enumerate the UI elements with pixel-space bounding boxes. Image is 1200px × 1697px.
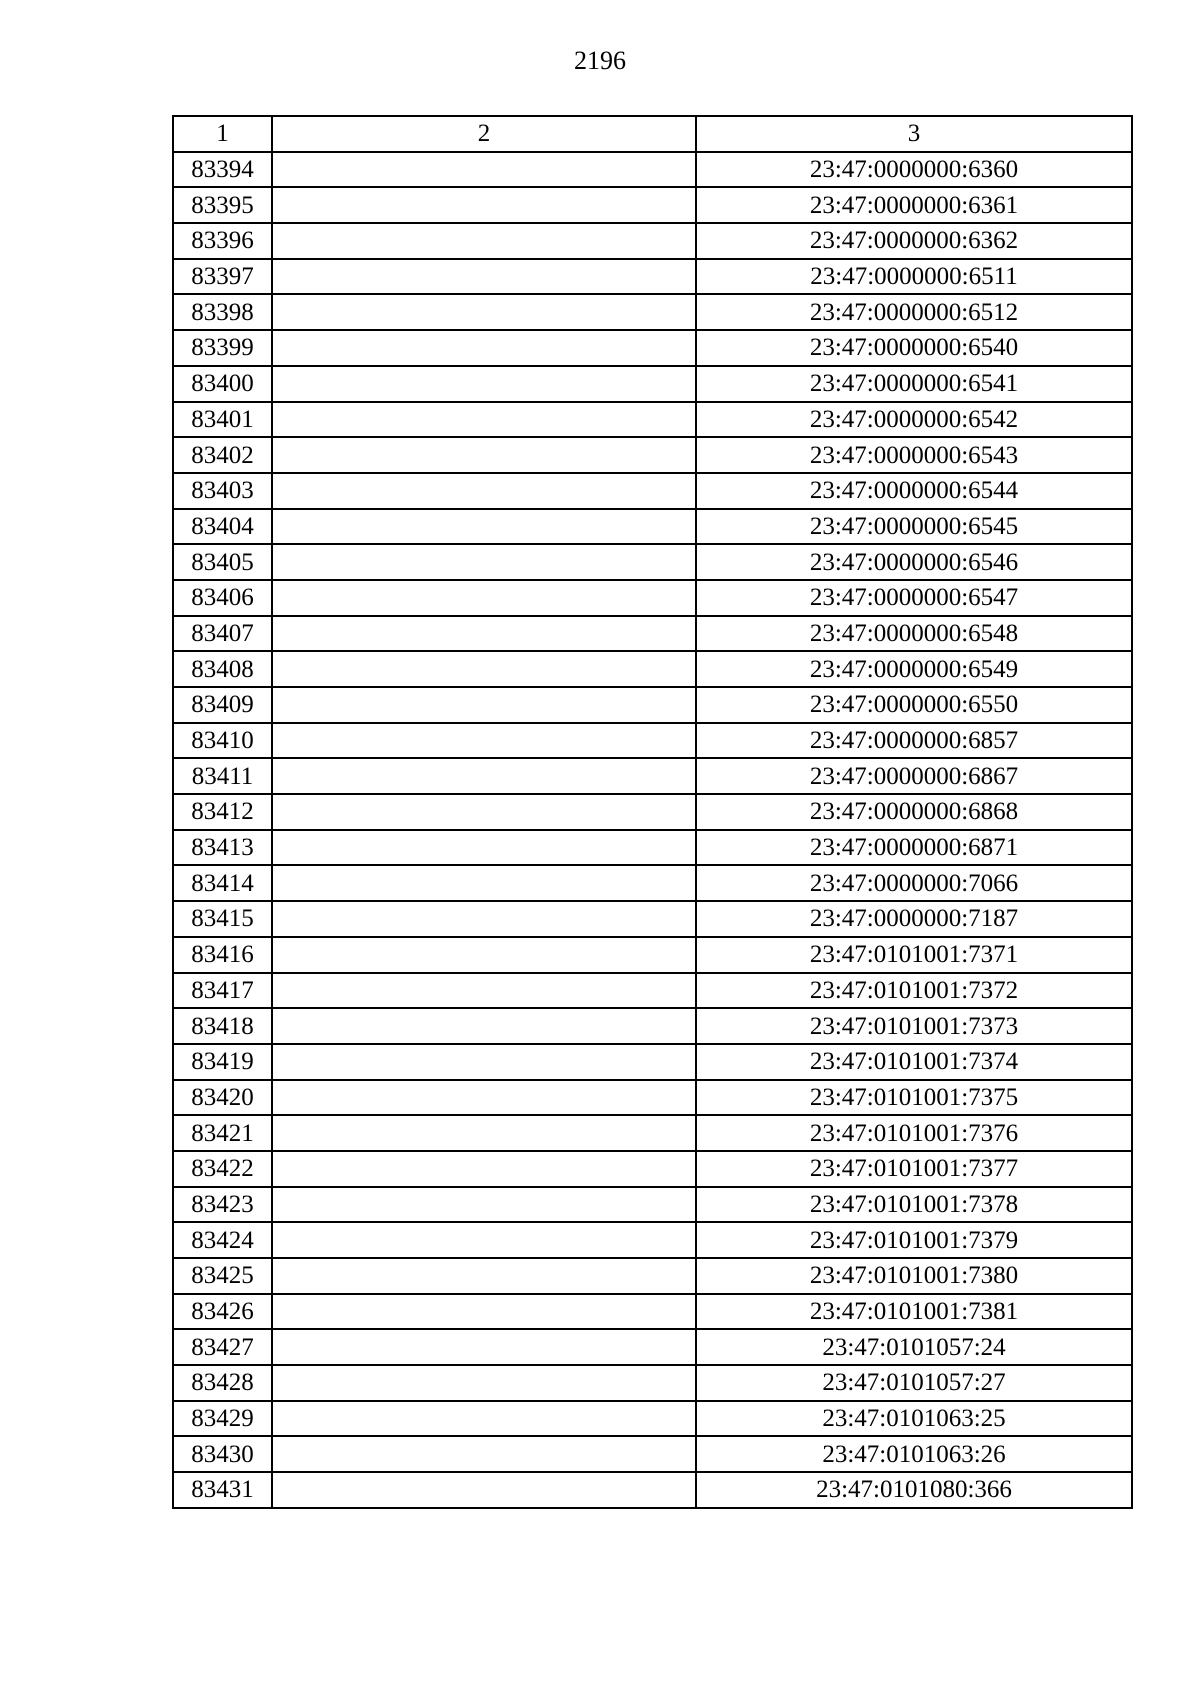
- cell-col2: [272, 651, 696, 687]
- cell-col2: [272, 1365, 696, 1401]
- cell-col2: [272, 152, 696, 188]
- cell-col2: [272, 794, 696, 830]
- cell-number: 83425: [173, 1258, 272, 1294]
- page-number: 2196: [574, 46, 626, 75]
- cell-cadastral-number: 23:47:0101001:7379: [696, 1222, 1132, 1258]
- cell-col2: [272, 544, 696, 580]
- cell-cadastral-number: 23:47:0000000:6512: [696, 294, 1132, 330]
- table-row: [173, 758, 1132, 794]
- table-row: [173, 1258, 1132, 1294]
- cell-cadastral-number: 23:47:0101001:7375: [696, 1080, 1132, 1116]
- cell-cadastral-number: 23:47:0000000:6361: [696, 187, 1132, 223]
- table-row: [173, 865, 1132, 901]
- cell-number: 83411: [173, 758, 272, 794]
- table-row: [173, 223, 1132, 259]
- cell-cadastral-number: 23:47:0101001:7374: [696, 1044, 1132, 1080]
- cell-number: 83408: [173, 651, 272, 687]
- cell-cadastral-number: 23:47:0000000:6549: [696, 651, 1132, 687]
- cell-col2: [272, 901, 696, 937]
- table-row: [173, 1008, 1132, 1044]
- cell-number: 83421: [173, 1115, 272, 1151]
- cell-col2: [272, 223, 696, 259]
- cell-number: 83427: [173, 1329, 272, 1365]
- table-row: [173, 330, 1132, 366]
- table-row: [173, 152, 1132, 188]
- cell-col2: [272, 1044, 696, 1080]
- table-row: [173, 580, 1132, 616]
- table-row: [173, 1401, 1132, 1437]
- cell-cadastral-number: 23:47:0000000:7066: [696, 865, 1132, 901]
- cell-col2: [272, 473, 696, 509]
- cell-col2: [272, 758, 696, 794]
- cell-cadastral-number: 23:47:0101001:7372: [696, 973, 1132, 1009]
- table-row: [173, 1044, 1132, 1080]
- cell-number: 83415: [173, 901, 272, 937]
- cell-col2: [272, 973, 696, 1009]
- cell-number: 83417: [173, 973, 272, 1009]
- cell-cadastral-number: 23:47:0101063:26: [696, 1436, 1132, 1472]
- cell-number: 83396: [173, 223, 272, 259]
- table-row: [173, 294, 1132, 330]
- table-row: [173, 1222, 1132, 1258]
- cell-cadastral-number: 23:47:0000000:6511: [696, 259, 1132, 295]
- table-row: [173, 1115, 1132, 1151]
- cell-cadastral-number: 23:47:0000000:6547: [696, 580, 1132, 616]
- cell-cadastral-number: 23:47:0000000:6541: [696, 366, 1132, 402]
- cell-col2: [272, 616, 696, 652]
- cell-number: 83420: [173, 1080, 272, 1116]
- cell-col2: [272, 1401, 696, 1437]
- cell-number: 83410: [173, 723, 272, 759]
- table-row: [173, 187, 1132, 223]
- cell-col2: [272, 1008, 696, 1044]
- cell-cadastral-number: 23:47:0000000:6871: [696, 830, 1132, 866]
- cell-cadastral-number: 23:47:0101001:7376: [696, 1115, 1132, 1151]
- cell-cadastral-number: 23:47:0000000:6360: [696, 152, 1132, 188]
- table-row: [173, 1187, 1132, 1223]
- cell-cadastral-number: 23:47:0000000:6868: [696, 794, 1132, 830]
- cell-cadastral-number: 23:47:0101080:366: [696, 1472, 1132, 1508]
- cell-number: 83423: [173, 1187, 272, 1223]
- cell-cadastral-number: 23:47:0000000:6542: [696, 402, 1132, 438]
- cell-col2: [272, 187, 696, 223]
- cell-col2: [272, 1329, 696, 1365]
- table-row: [173, 544, 1132, 580]
- cell-number: 83400: [173, 366, 272, 402]
- cell-col2: [272, 1294, 696, 1330]
- table-row: [173, 366, 1132, 402]
- cell-number: 83422: [173, 1151, 272, 1187]
- cell-cadastral-number: 23:47:0000000:7187: [696, 901, 1132, 937]
- table-row: [173, 901, 1132, 937]
- cell-number: 83428: [173, 1365, 272, 1401]
- cell-cadastral-number: 23:47:0000000:6362: [696, 223, 1132, 259]
- table-row: [173, 830, 1132, 866]
- cell-number: 83413: [173, 830, 272, 866]
- cell-cadastral-number: 23:47:0000000:6540: [696, 330, 1132, 366]
- table-row: [173, 509, 1132, 545]
- cell-cadastral-number: 23:47:0101001:7377: [696, 1151, 1132, 1187]
- cell-cadastral-number: 23:47:0101001:7381: [696, 1294, 1132, 1330]
- cell-cadastral-number: 23:47:0101057:24: [696, 1329, 1132, 1365]
- cell-col2: [272, 687, 696, 723]
- cell-number: 83394: [173, 152, 272, 188]
- cell-number: 83414: [173, 865, 272, 901]
- table-row: [173, 402, 1132, 438]
- cell-col2: [272, 1187, 696, 1223]
- table-row: [173, 794, 1132, 830]
- table-header-row: [173, 116, 1132, 152]
- cell-col2: [272, 1115, 696, 1151]
- cell-cadastral-number: 23:47:0101001:7380: [696, 1258, 1132, 1294]
- cell-number: 83430: [173, 1436, 272, 1472]
- cell-cadastral-number: 23:47:0000000:6550: [696, 687, 1132, 723]
- cell-col2: [272, 366, 696, 402]
- cell-col2: [272, 1258, 696, 1294]
- table-row: [173, 1472, 1132, 1508]
- cell-number: 83398: [173, 294, 272, 330]
- cell-number: 83419: [173, 1044, 272, 1080]
- cell-cadastral-number: 23:47:0000000:6544: [696, 473, 1132, 509]
- table-row: [173, 723, 1132, 759]
- table-row: [173, 1329, 1132, 1365]
- table-header: [173, 116, 1132, 152]
- cell-cadastral-number: 23:47:0000000:6857: [696, 723, 1132, 759]
- cell-number: 83397: [173, 259, 272, 295]
- table-row: [173, 1151, 1132, 1187]
- cell-number: 83426: [173, 1294, 272, 1330]
- column-header-3: 3: [696, 116, 1132, 152]
- cell-cadastral-number: 23:47:0101001:7378: [696, 1187, 1132, 1223]
- cell-number: 83405: [173, 544, 272, 580]
- cell-col2: [272, 1222, 696, 1258]
- cell-col2: [272, 509, 696, 545]
- cell-number: 83412: [173, 794, 272, 830]
- cell-col2: [272, 723, 696, 759]
- cell-number: 83401: [173, 402, 272, 438]
- table-row: [173, 651, 1132, 687]
- table-row: [173, 1294, 1132, 1330]
- cell-cadastral-number: 23:47:0000000:6545: [696, 509, 1132, 545]
- cell-number: 83404: [173, 509, 272, 545]
- cell-cadastral-number: 23:47:0000000:6546: [696, 544, 1132, 580]
- cell-number: 83395: [173, 187, 272, 223]
- table-row: [173, 687, 1132, 723]
- cell-cadastral-number: 23:47:0101063:25: [696, 1401, 1132, 1437]
- table-row: [173, 937, 1132, 973]
- cell-cadastral-number: 23:47:0000000:6548: [696, 616, 1132, 652]
- cell-col2: [272, 1080, 696, 1116]
- column-header-1: 1: [173, 116, 272, 152]
- cell-col2: [272, 259, 696, 295]
- cell-cadastral-number: 23:47:0000000:6543: [696, 437, 1132, 473]
- data-table: [172, 115, 1133, 1509]
- cell-col2: [272, 580, 696, 616]
- cell-col2: [272, 330, 696, 366]
- cell-col2: [272, 1472, 696, 1508]
- cell-number: 83431: [173, 1472, 272, 1508]
- cell-number: 83402: [173, 437, 272, 473]
- cell-col2: [272, 865, 696, 901]
- cell-number: 83416: [173, 937, 272, 973]
- cell-col2: [272, 1436, 696, 1472]
- cell-cadastral-number: 23:47:0101057:27: [696, 1365, 1132, 1401]
- table-row: [173, 259, 1132, 295]
- cell-number: 83409: [173, 687, 272, 723]
- cell-cadastral-number: 23:47:0101001:7371: [696, 937, 1132, 973]
- table-row: [173, 973, 1132, 1009]
- cell-number: 83399: [173, 330, 272, 366]
- column-header-2: 2: [272, 116, 696, 152]
- table-row: [173, 616, 1132, 652]
- table-row: [173, 1365, 1132, 1401]
- cell-number: 83407: [173, 616, 272, 652]
- cell-col2: [272, 937, 696, 973]
- cell-col2: [272, 294, 696, 330]
- cell-cadastral-number: 23:47:0101001:7373: [696, 1008, 1132, 1044]
- cell-number: 83429: [173, 1401, 272, 1437]
- table-body: [173, 152, 1132, 1508]
- cell-number: 83424: [173, 1222, 272, 1258]
- table-row: [173, 1080, 1132, 1116]
- cell-col2: [272, 402, 696, 438]
- cell-col2: [272, 437, 696, 473]
- table-row: [173, 437, 1132, 473]
- table-row: [173, 1436, 1132, 1472]
- table-row: [173, 473, 1132, 509]
- cell-col2: [272, 830, 696, 866]
- cell-col2: [272, 1151, 696, 1187]
- cell-number: 83418: [173, 1008, 272, 1044]
- cell-number: 83406: [173, 580, 272, 616]
- cell-cadastral-number: 23:47:0000000:6867: [696, 758, 1132, 794]
- cell-number: 83403: [173, 473, 272, 509]
